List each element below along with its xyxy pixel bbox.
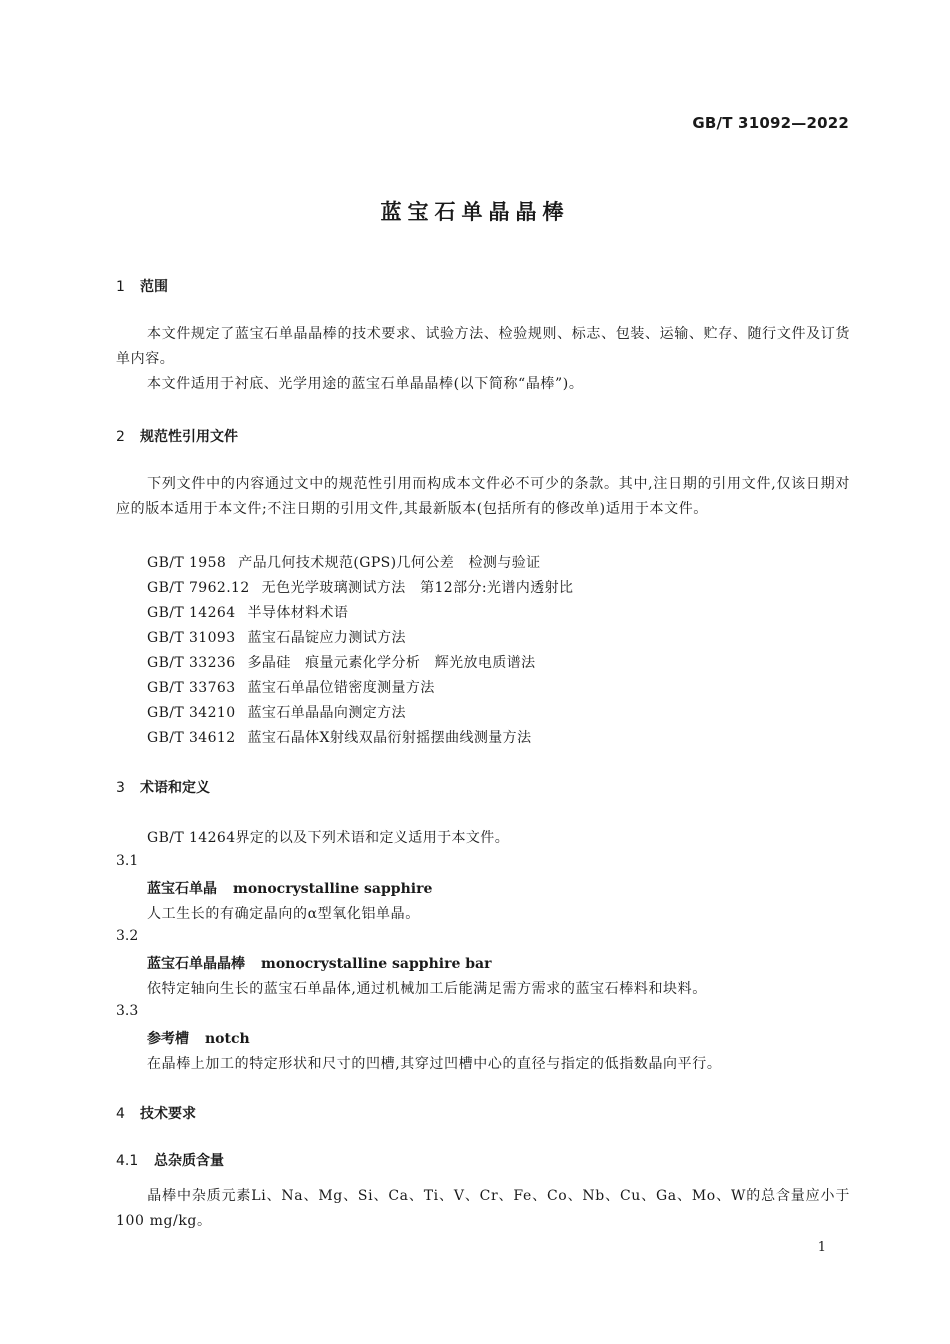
reference-item: GB/T 34612 蓝宝石晶体X射线双晶衍射摇摆曲线测量方法 xyxy=(147,730,532,746)
reference-item: GB/T 34210 蓝宝石单晶晶向测定方法 xyxy=(147,705,406,721)
reference-item: GB/T 31093 蓝宝石晶锭应力测试方法 xyxy=(147,630,406,646)
section-title: 规范性引用文件 xyxy=(140,429,238,445)
term-number: 3.2 xyxy=(116,928,139,944)
scope-paragraph-1: 本文件规定了蓝宝石单晶晶棒的技术要求、试验方法、检验规则、标志、包装、运输、贮存、随行文件及订货单内容。 xyxy=(116,326,850,367)
scope-paragraph-2: 本文件适用于衬底、光学用途的蓝宝石单晶晶棒(以下简称“晶棒”)。 xyxy=(147,376,584,392)
section-2-heading xyxy=(116,426,238,446)
section-title: 范围 xyxy=(140,279,168,295)
term-number: 3.1 xyxy=(116,853,139,869)
references-intro: 下列文件中的内容通过文中的规范性引用而构成本文件必不可少的条款。其中,注日期的引用文件,仅该日期对应的版本适用于本文件;不注日期的引用文件,其最新版本(包括所有的修改单)适用于本文件。 xyxy=(116,476,850,517)
reference-item: GB/T 7962.12 无色光学玻璃测试方法 第12部分:光谱内透射比 xyxy=(147,580,574,596)
section-number: 1 xyxy=(116,279,125,295)
standard-code: GB/T 31092—2022 xyxy=(692,114,849,132)
term-heading: 参考槽 notch xyxy=(147,1031,250,1047)
section-number: 4 xyxy=(116,1106,125,1122)
section-number: 2 xyxy=(116,429,125,445)
term-heading: 蓝宝石单晶晶棒 monocrystalline sapphire bar xyxy=(147,956,492,972)
document-title: 蓝宝石单晶晶棒 xyxy=(380,200,570,224)
term-definition: 依特定轴向生长的蓝宝石单晶体,通过机械加工后能满足需方需求的蓝宝石棒料和块料。 xyxy=(147,981,707,997)
section-3-heading xyxy=(116,777,210,797)
term-heading: 蓝宝石单晶 monocrystalline sapphire xyxy=(147,881,433,897)
term-definition: 在晶棒上加工的特定形状和尺寸的凹槽,其穿过凹槽中心的直径与指定的低指数晶向平行。 xyxy=(147,1056,722,1072)
section-number: 3 xyxy=(116,780,125,796)
terms-intro: GB/T 14264界定的以及下列术语和定义适用于本文件。 xyxy=(147,830,510,846)
page-number: 1 xyxy=(817,1240,826,1255)
term-definition: 人工生长的有确定晶向的α型氧化铝单晶。 xyxy=(147,906,420,922)
section-title: 术语和定义 xyxy=(140,780,210,796)
section-4-heading xyxy=(116,1103,196,1123)
reference-item: GB/T 1958 产品几何技术规范(GPS)几何公差 检测与验证 xyxy=(147,555,541,571)
reference-item: GB/T 33236 多晶硅 痕量元素化学分析 辉光放电质谱法 xyxy=(147,655,536,671)
impurity-requirement: 晶棒中杂质元素Li、Na、Mg、Si、Ca、Ti、V、Cr、Fe、Co、Nb、Cu、Ga、Mo、W的总含量应小于100 mg/kg。 xyxy=(116,1188,850,1229)
reference-item: GB/T 14264 半导体材料术语 xyxy=(147,605,349,621)
reference-item: GB/T 33763 蓝宝石单晶位错密度测量方法 xyxy=(147,680,435,696)
section-title: 技术要求 xyxy=(140,1106,196,1122)
subsection-title: 总杂质含量 xyxy=(154,1153,224,1169)
subsection-4-1-heading xyxy=(116,1150,224,1170)
section-1-heading xyxy=(116,276,168,296)
term-number: 3.3 xyxy=(116,1003,139,1019)
subsection-number: 4.1 xyxy=(116,1153,139,1169)
